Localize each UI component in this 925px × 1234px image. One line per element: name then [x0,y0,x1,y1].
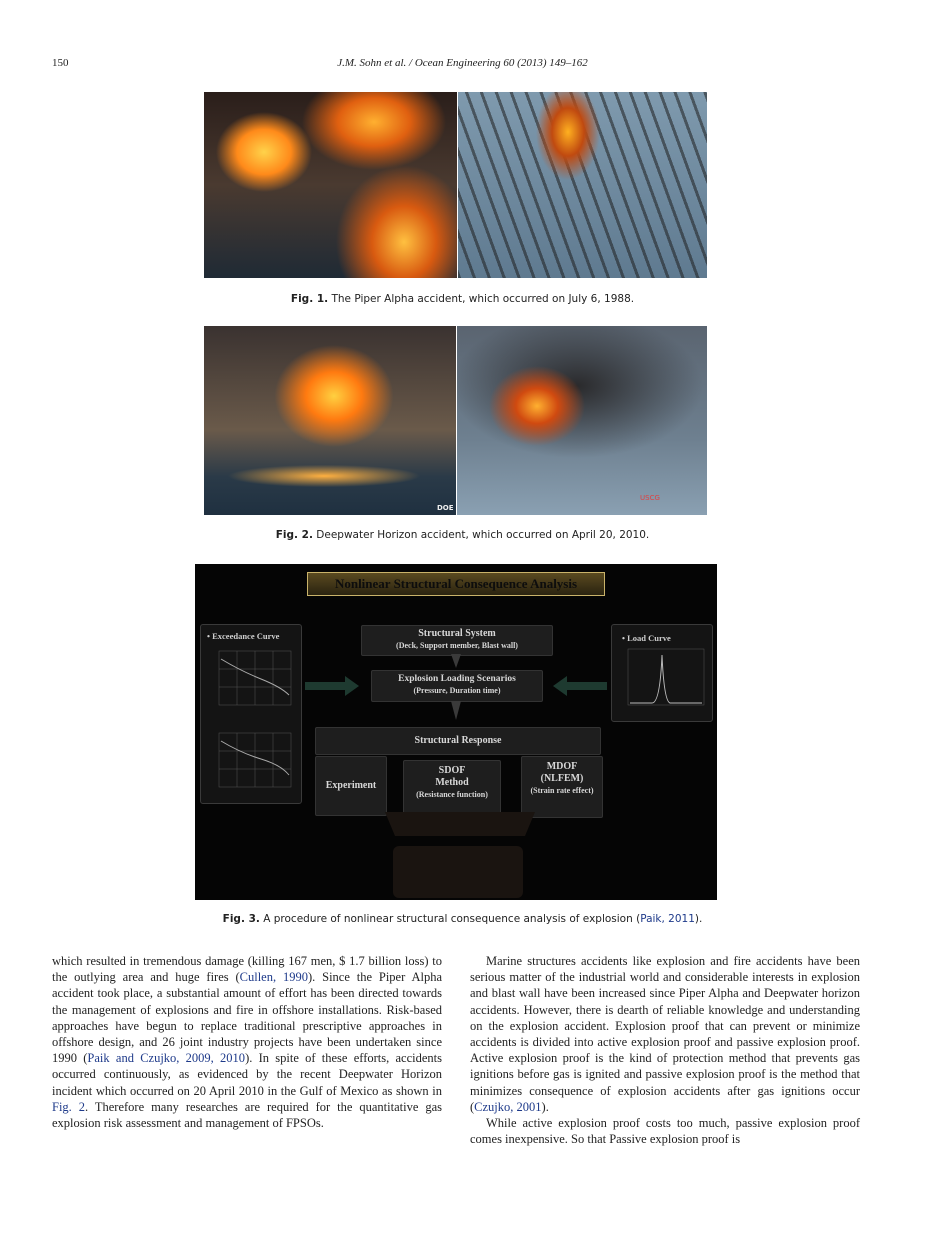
body-column-right [470,953,860,1147]
fig2-label: Fig. 2. [275,529,313,541]
fig2-watermark-left: DOE [437,504,454,512]
load-label: • Load Curve [622,633,671,643]
load-curve [612,625,712,721]
fig3-caption [0,913,925,925]
right-paragraph-2 [470,1115,860,1147]
mdof-box [521,756,603,818]
fig1-caption [0,293,925,305]
explosion-loading-sub: (Pressure, Duration time) [413,686,501,695]
citation-czujko[interactable]: Czujko, 2001 [474,1099,542,1114]
fig3-caption-pre: A procedure of nonlinear structural consequence analysis of explosion ( [263,913,641,925]
left-text-4: . Therefore many researches are required for the quantitative gas explosion risk assessment and management of FPSOs. [52,1099,442,1131]
mdof-sub2: (Strain rate effect) [530,786,594,795]
left-paragraph [52,953,442,1131]
fig3-caption-post: ). [694,913,703,925]
explosion-loading-label: Explosion Loading Scenarios [398,674,516,684]
sdof-sub: (Resistance function) [416,790,488,799]
mdof-sub1: (NLFEM) [540,773,584,784]
fig2-photo-left [204,326,456,515]
fig2-link[interactable]: Fig. 2 [52,1099,86,1114]
diagram-title-text: Nonlinear Structural Consequence Analysis [334,576,578,591]
fig1-caption-text: The Piper Alpha accident, which occurred on July 6, 1988. [331,293,635,305]
fig1-photo-left [204,92,457,278]
citation-cullen[interactable]: Cullen, 1990 [239,970,308,985]
left-text-3: ). In spite of these efforts, accidents occurred continuously, as evidenced by the recent Deepwater Horizon incident which occurred on 20 April 2010 in the Gulf of Mexico as shown in [52,1051,442,1098]
fig2-watermark-right: USCG [640,494,660,502]
left-text-2: ). Since the Piper Alpha accident took place, a substantial amount of effort has been directed towards the management of explosions and fire in offshore installations. Risk-based approaches have begun to replace traditional prescriptive approaches in offshore design, and 26 joint industry projects have been undertaken since 1990 ( [52,970,442,1066]
output-box [393,846,523,898]
arrow-left [553,676,607,696]
experiment-box [315,756,387,816]
sdof-label: SDOF [438,765,466,776]
arrow-right [305,676,359,696]
body-column-left [52,953,442,1131]
page-number: 150 [52,57,69,69]
right-paragraph-1 [470,953,860,1115]
exceedance-panel [200,624,302,804]
structural-system-sub: (Deck, Support member, Blast wall) [396,641,518,650]
running-head: J.M. Sohn et al. / Ocean Engineering 60 (2013) 149–162 [337,57,588,69]
sdof-box [403,760,501,818]
right-text-1-end: ). [541,1099,549,1114]
fig2-photo-right [457,326,707,515]
arrow-down-1 [451,654,461,668]
fig1-label: Fig. 1. [290,293,329,305]
right-text-2: While active explosion proof costs too much, passive explosion proof comes inexpensive. So that Passive explosion proof is [470,1116,860,1147]
fig2-caption [0,529,925,541]
experiment-label: Experiment [325,780,377,791]
explosion-loading-box [371,670,543,702]
fig2-caption-text: Deepwater Horizon accident, which occurred on April 20, 2010. [316,529,650,541]
exceedance-label: • Exceedance Curve [207,631,280,641]
structural-response-box [315,727,601,755]
sdof-method-label: Method [435,777,469,788]
arrow-down-2 [451,701,461,720]
diagram-title [307,572,605,596]
fig3-label: Fig. 3. [222,913,260,925]
exceedance-curves [201,625,301,803]
structural-system-label: Structural System [418,628,496,639]
right-text-1: Marine structures accidents like explosion and fire accidents have been serious matter of the industrial world and considerable interests in explosion and blast wall have been increased since Piper Alpha and Deepwater horizon accidents. However, there is dearth of reliable knowledge and understanding on the explosion accident. Explosion proof that can prevent or minimize accidents is divided into active explosion proof and passive explosion proof. Active explosion proof is the kind of protection method that prevents gas ignitions before gas is ignited and passive explosion proof is the method that minimizes consequence of explosion accidents after gas ignitions occur ( [470,954,860,1114]
fig3-diagram [195,564,717,900]
left-text-1: which resulted in tremendous damage (killing 167 men, $ 1.7 billion loss) to the outlying area and huge fires ( [52,954,442,985]
citation-paik-czujko[interactable]: Paik and Czujko, 2009, 2010 [87,1051,246,1066]
structural-system-box [361,625,553,656]
load-panel [611,624,713,722]
structural-response-label: Structural Response [414,735,502,746]
fig3-citation[interactable]: Paik, 2011 [640,913,695,925]
fig1-photo-right [458,92,707,278]
mdof-label: MDOF [546,761,578,772]
